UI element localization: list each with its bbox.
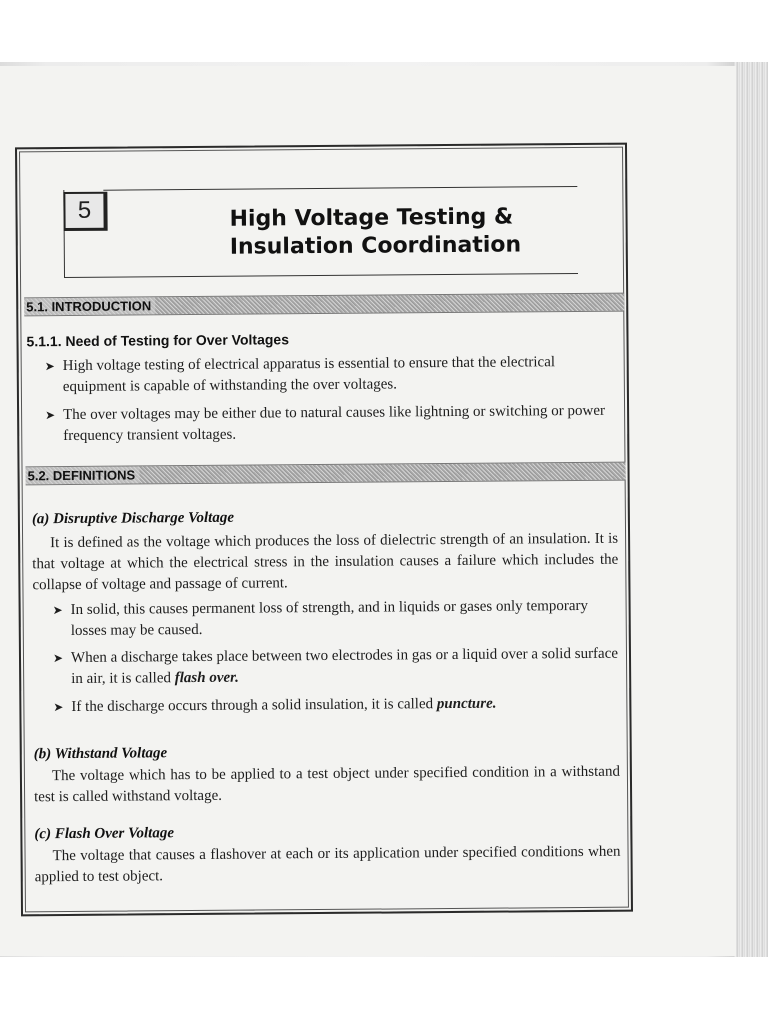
chapter-header	[63, 186, 578, 278]
arrow-bullet-icon: ➤	[45, 408, 56, 423]
section-bar-introduction	[24, 293, 624, 317]
subsection-heading: 5.1.1. Need of Testing for Over Voltages	[26, 331, 290, 350]
section-bar-definitions	[25, 462, 625, 486]
intro-bullet-1: ➤ High voltage testing of electrical apparatus is essential to ensure that the electrical equipment is capable of withstanding the over voltages.	[44, 354, 556, 396]
definition-paragraph-disruptive: It is defined as the voltage which produces the loss of dielectric strength of an insulation. It is that voltage at which the electrical stress in the insulation causes a failure which includes the collapse of voltage and passage of current.	[32, 530, 619, 594]
definition-paragraph-withstand: The voltage which has to be applied to a test object under specified condition in a withstand test is called withstand voltage.	[34, 763, 620, 806]
term-puncture: puncture.	[436, 695, 497, 713]
intro-bullet-2: ➤ The over voltages may be either due to natural causes like lightning or switching or power frequency transient voltages.	[45, 402, 606, 445]
definition-heading-withstand: (b) Withstand Voltage	[33, 745, 168, 763]
definition-heading-disruptive: (a) Disruptive Discharge Voltage	[31, 509, 235, 528]
section-label-introduction: 5.1. INTRODUCTION	[24, 297, 155, 315]
definition-paragraph-flashover: The voltage that causes a flashover at each or its application under specified conditions when applied to test object.	[34, 843, 621, 886]
term-flash-over: flash over.	[174, 669, 239, 687]
disruptive-bullet-2: ➤ When a discharge takes place between two electrodes in gas or a liquid over a solid surface in air, it is called flash over.	[52, 645, 619, 687]
content-frame	[15, 143, 633, 917]
arrow-bullet-icon: ➤	[52, 651, 64, 666]
chapter-title-line2: Insulation Coordination	[229, 232, 522, 260]
chapter-number: 5	[63, 192, 107, 231]
disruptive-bullet-3: ➤ If the discharge occurs through a solid insulation, it is called puncture.	[71, 693, 621, 718]
book-page-edges	[734, 62, 768, 957]
arrow-bullet-icon: ➤	[53, 700, 64, 715]
arrow-bullet-icon: ➤	[44, 359, 55, 374]
section-label-definitions: 5.2. DEFINITIONS	[26, 466, 140, 484]
arrow-bullet-icon: ➤	[52, 603, 63, 618]
chapter-title	[229, 203, 521, 261]
disruptive-bullet-1: ➤ In solid, this causes permanent loss of strength, and in liquids or gases only temporary losses may be caused.	[52, 597, 589, 639]
definition-heading-flashover: (c) Flash Over Voltage	[34, 825, 175, 843]
chapter-title-line1: High Voltage Testing &	[229, 204, 514, 232]
